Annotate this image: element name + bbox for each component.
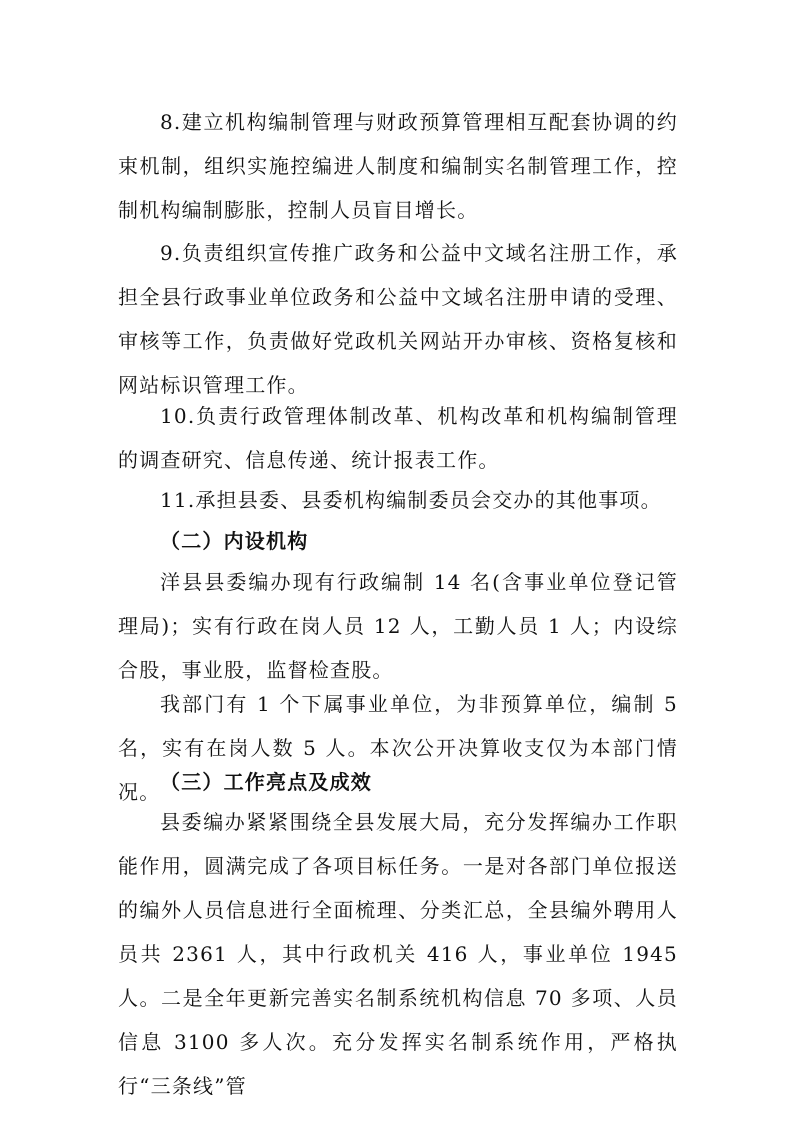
paragraph-item-10: 10.负责行政管理体制改革、机构改革和机构编制管理的调查研究、信息传递、统计报表工作。: [118, 404, 678, 472]
paragraph-item-9: 9.负责组织宣传推广政务和公益中文域名注册工作，承担全县行政事业单位政务和公益中文域名注册申请的受理、审核等工作，负责做好党政机关网站开办审核、资格复核和网站标识管理工作。: [118, 241, 678, 397]
paragraph-staffing: 洋县县委编办现有行政编制 14 名(含事业单位登记管理局)；实有行政在岗人员 12 人，工勤人员 1 人；内设综合股，事业股，监督检查股。: [118, 570, 678, 682]
section-heading-internal-structure: （二）内设机构: [160, 529, 309, 553]
section-heading-highlights: （三）工作亮点及成效: [160, 770, 372, 794]
paragraph-subordinate-unit: 我部门有 1 个下属事业单位，为非预算单位，编制 5 名，实有在岗人数 5 人。本次公开决算收支仅为本部门情况。: [118, 692, 678, 804]
paragraph-achievements: 县委编办紧紧围绕全县发展大局，充分发挥编办工作职能作用，圆满完成了各项目标任务。一是对各部门单位报送的编外人员信息进行全面梳理、分类汇总，全县编外聘用人员共 2361 人，其中行政机关 416 人，事业单位 1945 人。二是全年更新完善实名制系统机构信息 70 多项、人员信息 3100 多人次。充分发挥实名制系统作用，严格执行“三条线”管: [118, 810, 678, 1098]
paragraph-item-11: 11.承担县委、县委机构编制委员会交办的其他事项。: [160, 488, 662, 512]
paragraph-item-8: 8.建立机构编制管理与财政预算管理相互配套协调的约束机制，组织实施控编进人制度和编制实名制管理工作，控制机构编制膨胀，控制人员盲目增长。: [118, 110, 678, 222]
